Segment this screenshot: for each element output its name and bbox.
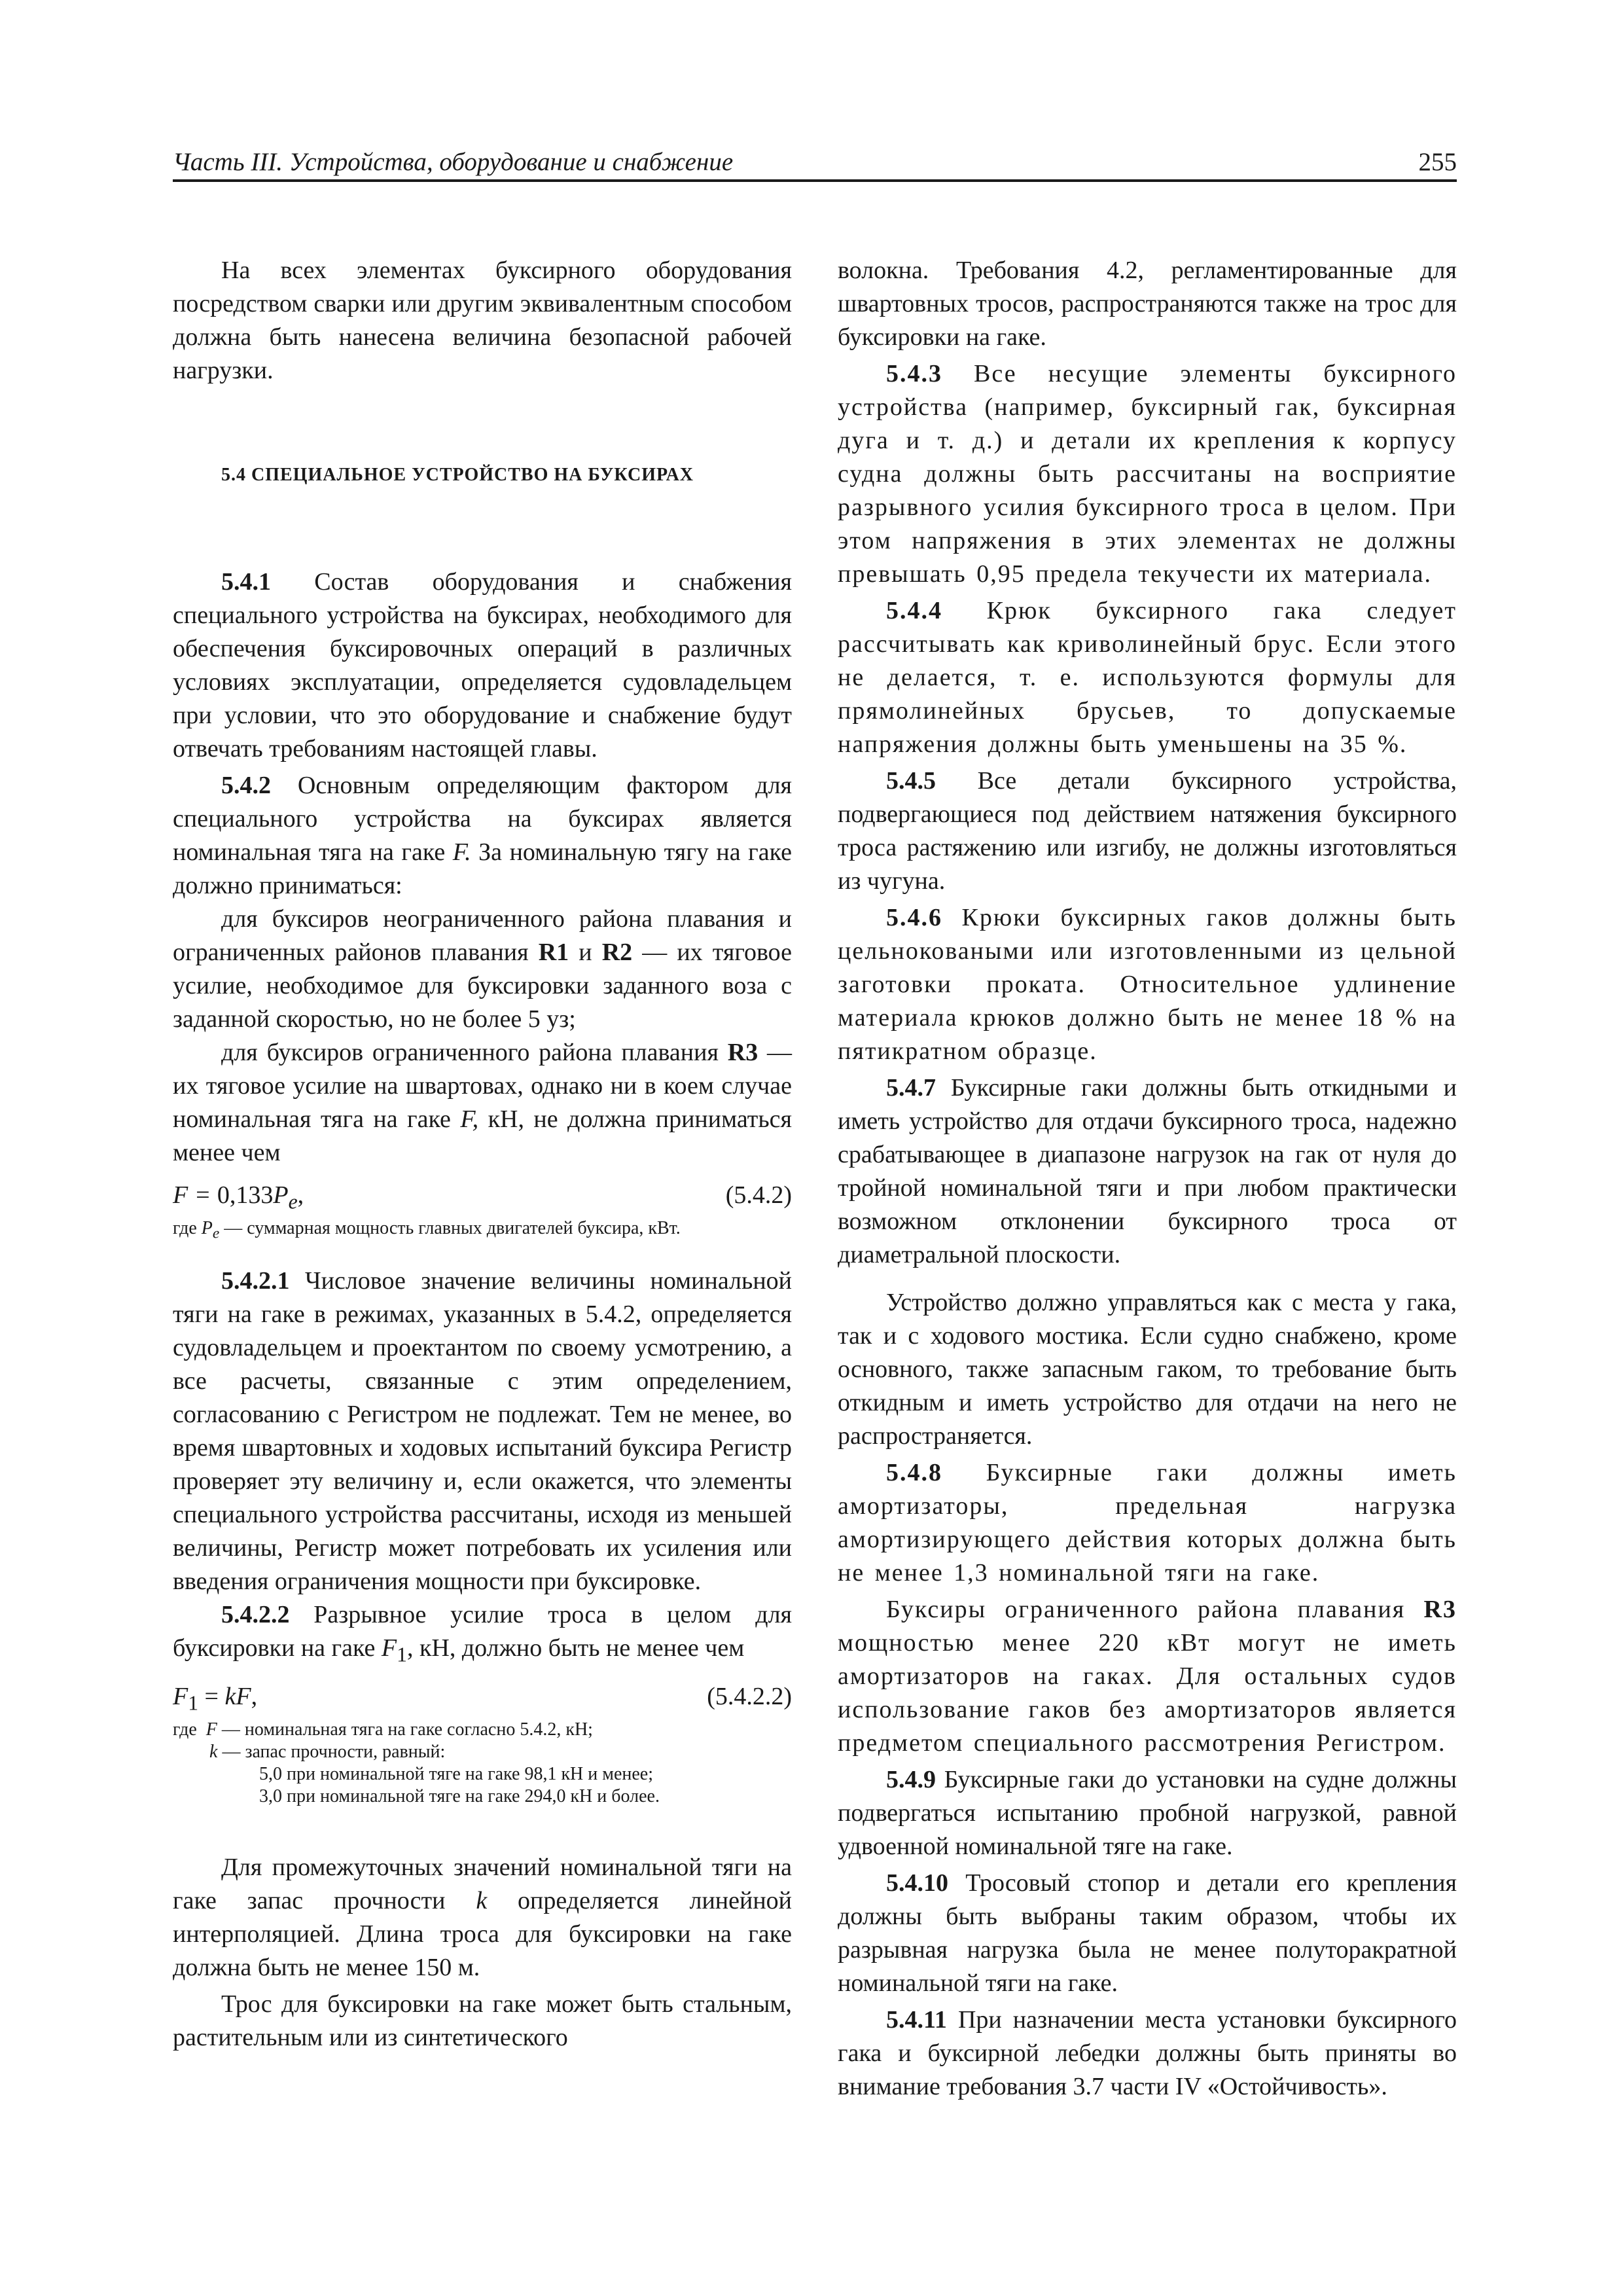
paragraph-5-4-4 — [838, 594, 1457, 761]
paragraph-safe-working-load: На всех элементах буксирного оборудования посредством сварки или другим эквивалентным способом должна быть нанесена величина безопасной рабочей нагрузки. — [173, 257, 792, 384]
list-text: кН, не должна приниматься менее чем — [173, 1105, 793, 1166]
formula-lhs: F = — [173, 1181, 211, 1209]
formula-5-4-2 — [173, 1179, 792, 1212]
note-variable: P — [201, 1218, 213, 1238]
formula-punctuation: , — [297, 1181, 304, 1209]
clause-text: Буксирные гаки должны быть откидными и иметь устройство для отдачи буксирного троса, надежно срабатывающее в диапазоне нагрузок на гак от нуля до тройной номинальной тяги и при любом практически возможном отклонении буксирного троса от диаметральной плоскости. — [838, 1074, 1457, 1268]
paragraph-text: Для промежуточных значений номинальной тяги на гаке запас прочности — [173, 1854, 792, 1915]
formula-note-5-4-2 — [173, 1217, 792, 1245]
clause-text: Тросовый стопор и детали его крепления должны быть выбраны таким образом, чтобы их разрывная нагрузка была не менее полуторакратной номинальной тяги на гаке. — [838, 1869, 1457, 1997]
paragraph-text: определяется линейной интерполяцией. Длина троса для буксировки на гаке должна быть не менее 150 м. — [173, 1887, 792, 1982]
clause-number: 5.4.1 — [221, 568, 271, 596]
variable-k: k — [476, 1887, 488, 1915]
clause-text: За номинальную тягу на гаке должно приниматься: — [173, 838, 792, 899]
note-where: где — [173, 1719, 197, 1740]
formula-coefficient: 0,133 — [217, 1181, 274, 1209]
area-r3: R3 — [727, 1039, 758, 1066]
note-line — [173, 1741, 792, 1763]
paragraph-text: мощностью менее 220 кВт могут не иметь амортизаторов на гаках. Для остальных судов использование гаков без амортизаторов является предметом специального рассмотрения Регистром. — [838, 1629, 1457, 1757]
clause-text: Разрывное усилие троса в целом для буксировки на гаке — [173, 1600, 793, 1662]
variable-f1: F — [381, 1634, 397, 1662]
paragraph-5-4-2-1 — [173, 1265, 792, 1598]
clause-number: 5.4.7 — [886, 1074, 936, 1102]
clause-number: 5.4.2.1 — [221, 1266, 290, 1295]
formula-expression: kF — [224, 1683, 251, 1711]
note-text: — суммарная мощность главных двигателей буксира, кВт. — [224, 1218, 681, 1238]
clause-text: Все детали буксирного устройства, подвергающиеся под действием натяжения буксирного троса растяжению или изгибу, не должны изготовляться из чугуна. — [838, 767, 1457, 895]
clause-number: 5.4.2.2 — [221, 1600, 290, 1628]
clause-text: Буксирные гаки должны иметь амортизаторы, предельная нагрузка амортизирующего действия которых должна быть не менее 1,3 номинальной тяги на гаке. — [838, 1459, 1457, 1587]
formula-variable: F — [173, 1683, 188, 1711]
section-heading-5-4: 5.4 СПЕЦИАЛЬНОЕ УСТРОЙСТВО НА БУКСИРАХ — [221, 465, 694, 485]
formula-subscript: e — [288, 1190, 298, 1213]
formula-variable: P — [273, 1181, 289, 1209]
clause-text: Крюки буксирных гаков должны быть цельноковаными или изготовленными из цельной заготовки проката. Относительное удлинение материала крюков должно быть не менее 18 % на пятикратном образце. — [838, 904, 1457, 1065]
clause-text: Состав оборудования и снабжения специального устройства на буксирах, необходимого для обеспечения буксировочных операций в различных условиях эксплуатации, определяется судовладельцем при условии, что это оборудование и снабжение будут отвечать требованиям настоящей главы. — [173, 568, 792, 762]
area-r2: R2 — [601, 939, 633, 966]
paragraph-rope-material: Трос для буксировки на гаке может быть стальным, растительным или из синтетического — [173, 1990, 792, 2052]
clause-number: 5.4.8 — [886, 1459, 942, 1486]
page-header — [173, 143, 1457, 182]
list-item-unrestricted-tugs — [173, 903, 792, 1036]
equation-number: (5.4.2) — [725, 1181, 792, 1209]
clause-text: Основным определяющим фактором для специального устройства на буксирах является номинальная тяга на гаке — [173, 772, 793, 866]
list-text: для буксиров ограниченного района плавания — [221, 1039, 719, 1066]
clause-number: 5.4.5 — [886, 767, 936, 795]
paragraph-r3-tugs — [838, 1593, 1457, 1760]
clause-text: Числовое значение величины номинальной тяги на гаке в режимах, указанных в 5.4.2, определяется судовладельцем и проектантом по своему усмотрению, а все расчеты, связанные с этим определением, согласованию с Регистром не подлежат. Тем не менее, во время швартовных и ходовых испытаний буксира Регистр проверяет эту величину и, если окажется, что элементы специального устройства рассчитаны, исходя из меньшей величины, Регистр может потребовать их усиления или введения ограничения мощности при буксировке. — [173, 1266, 793, 1595]
paragraph-5-4-7 — [838, 1071, 1457, 1272]
note-where: где — [173, 1218, 197, 1238]
paragraph-5-4-6 — [838, 901, 1457, 1068]
paragraph-5-4-5 — [838, 764, 1457, 898]
paragraph-5-4-2-2 — [173, 1598, 792, 1672]
area-r1: R1 — [538, 939, 569, 966]
paragraph-5-4-8 — [838, 1456, 1457, 1590]
note-line: 5,0 при номинальной тяге на гаке 98,1 кН и менее; — [259, 1764, 654, 1785]
note-text: — запас прочности, равный: — [222, 1742, 446, 1763]
clause-number: 5.4.9 — [886, 1766, 936, 1793]
paragraph-5-4-3 — [838, 357, 1457, 591]
formula-5-4-2-2 — [173, 1680, 792, 1713]
formula-subscript: 1 — [188, 1691, 199, 1715]
note-text: — номинальная тяга на гаке согласно 5.4.2, кН; — [221, 1719, 593, 1740]
clause-number: 5.4.10 — [886, 1869, 948, 1897]
note-subscript: e — [212, 1225, 220, 1242]
list-text: — их тяговое усилие на швартовах, однако ни в коем случае номинальная тяга на гаке — [173, 1039, 792, 1133]
clause-text: Все несущие элементы буксирного устройства (например, буксирный гак, буксирная дуга и т. д.) и детали их крепления к корпусу судна должны быть рассчитаны на восприятие разрывного усилия буксирного троса в целом. При этом напряжения в этих элементах не должны превышать 0,95 предела текучести их материала. — [838, 360, 1457, 588]
paragraph-hook-control: Устройство должно управляться как с места у гака, так и с ходового мостика. Если судно снабжено, кроме основного, также запасным гаком, то требование быть откидным и иметь устройство для отдачи на него не распространяется. — [838, 1289, 1457, 1450]
subscript: 1 — [397, 1643, 407, 1666]
clause-text: , кН, должно быть не менее чем — [406, 1634, 745, 1662]
list-item-r3-tugs — [173, 1036, 792, 1170]
formula-note-5-4-2-2 — [173, 1719, 792, 1808]
paragraph-5-4-2 — [173, 769, 792, 903]
paragraph-continuation: волокна. Требования 4.2, регламентированные для швартовных тросов, распространяются также на трос для буксировки на гаке. — [838, 257, 1457, 351]
formula-equals: = — [204, 1683, 219, 1711]
clause-text: Крюк буксирного гака следует рассчитывать как криволинейный брус. Если этого не делается, т. е. используются формулы для прямолинейных брусьев, то допускаемые напряжения должны быть уменьшены на 35 %. — [838, 597, 1457, 758]
paragraph-5-4-10 — [838, 1867, 1457, 2000]
paragraph-5-4-1 — [173, 565, 792, 766]
equation-number: (5.4.2.2) — [707, 1683, 792, 1711]
formula-punctuation: , — [251, 1683, 258, 1711]
page-number: 255 — [1418, 148, 1457, 176]
list-text: и — [579, 939, 592, 966]
variable-f: F, — [460, 1105, 479, 1133]
area-r3: R3 — [1423, 1596, 1457, 1623]
list-text: для буксиров неограниченного района плавания и ограниченных районов плавания — [173, 905, 792, 966]
left-column — [173, 254, 792, 2054]
paragraph-text: Буксиры ограниченного района плавания — [886, 1596, 1406, 1623]
right-column — [838, 254, 1457, 2104]
clause-number: 5.4.11 — [886, 2006, 947, 2034]
paragraph-5-4-11 — [838, 2003, 1457, 2104]
paragraph-5-4-9 — [838, 1763, 1457, 1863]
list-text: — их тяговое усилие, необходимое для буксировки заданного воза с заданной скоростью, но не более 5 уз; — [173, 939, 792, 1033]
clause-number: 5.4.6 — [886, 904, 942, 931]
note-variable: F — [205, 1719, 217, 1740]
clause-number: 5.4.2 — [221, 772, 271, 799]
running-header-title: Часть III. Устройства, оборудование и снабжение — [173, 148, 734, 176]
note-line: 3,0 при номинальной тяге на гаке 294,0 кН и более. — [259, 1786, 660, 1807]
variable-f: F. — [452, 838, 471, 866]
clause-text: При назначении места установки буксирного гака и буксирной лебедки должны быть приняты во внимание требования 3.7 части IV «Остойчивость». — [838, 2006, 1457, 2100]
note-variable: k — [209, 1742, 218, 1763]
clause-text: Буксирные гаки до установки на судне должны подвергаться испытанию пробной нагрузкой, равной удвоенной номинальной тяге на гаке. — [838, 1766, 1457, 1860]
clause-number: 5.4.4 — [886, 597, 942, 624]
clause-number: 5.4.3 — [886, 360, 942, 387]
paragraph-interpolation — [173, 1851, 792, 1984]
note-line — [173, 1719, 792, 1741]
